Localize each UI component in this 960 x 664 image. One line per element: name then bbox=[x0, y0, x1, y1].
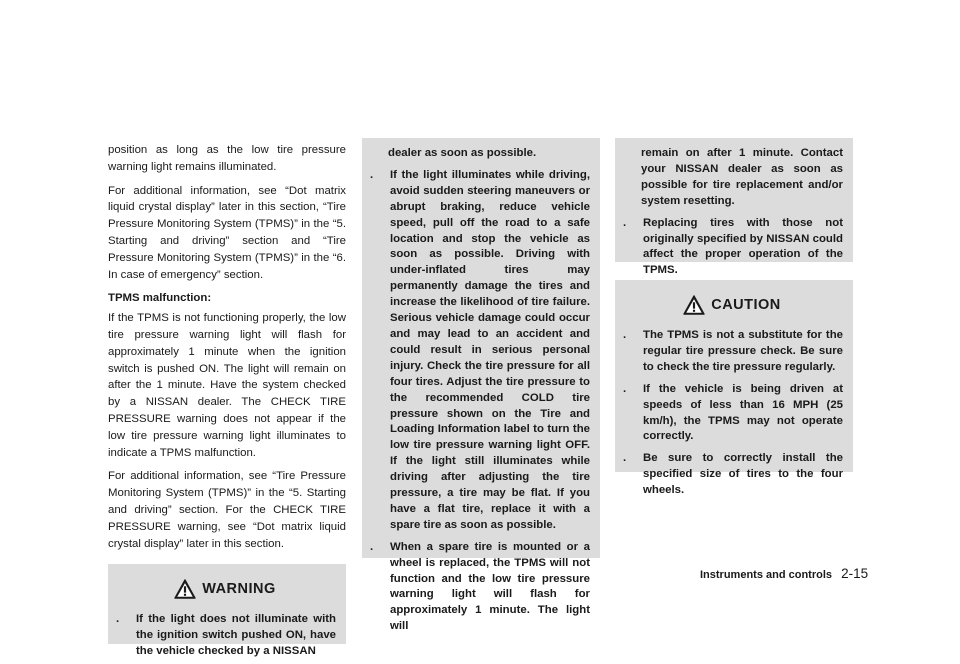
list-item bbox=[368, 168, 590, 534]
warning-title: WARNING bbox=[202, 581, 276, 598]
caution-bullet-1: The TPMS is not a substitute for the regular tire pressure check. Be sure to check the tire pressure regularly. bbox=[643, 329, 843, 373]
warning-bullet-4: Replacing tires with those not originally specified by NISSAN could affect the proper operation of the TPMS. bbox=[643, 216, 843, 277]
footer-section-title: Instruments and controls bbox=[700, 569, 833, 581]
warning-box bbox=[108, 564, 346, 658]
list-item bbox=[114, 612, 336, 660]
warning-box-continued-2 bbox=[615, 138, 853, 277]
column-2 bbox=[362, 138, 600, 633]
warning-bullet-2: If the light illuminates while driving, avoid sudden steering maneuvers or abrupt braking, reduce vehicle speed, pull off the road to a safe location and stop the vehicle as soon as possible. Driving with under-inflated tires may permanently damage the tires and increase the likelihood of tire failure. Serious vehicle damage could occur and may lead to an accident and could result in serious personal injury. Check the tire pressure for all four tires. Adjust the tire pressure to the recommended COLD tire pressure shown on the Tire and Loading Information label to turn the low tire pressure warning light OFF. If the light still illuminates while driving after adjusting the tire pressure, a tire may be flat. If you have a flat tire, replace it with a spare tire as soon as possible. bbox=[390, 168, 590, 531]
page-number: 2-15 bbox=[841, 566, 869, 581]
list-item bbox=[621, 382, 843, 446]
paragraph-intro: position as long as the low tire pressure warning light remains illuminated. bbox=[108, 144, 346, 173]
bullet-mark: . bbox=[623, 382, 627, 395]
warning-triangle-icon bbox=[174, 579, 196, 599]
warning-header bbox=[114, 574, 336, 604]
bullet-mark: . bbox=[370, 168, 374, 181]
warning-bullet-3: When a spare tire is mounted or a wheel is replaced, the TPMS will not function and the low tire pressure warning light will flash for approximately 1 minute. The light will bbox=[390, 540, 590, 633]
paragraph-additional-info: For additional information, see “Dot matrix liquid crystal display” later in this section, “Tire Pressure Monitoring System (TPMS)” in the “5. Starting and driving” section and “Tire Pressure Monitoring System (TPMS)” in the “6. In case of emergency” section. bbox=[108, 184, 346, 281]
bullet-mark: . bbox=[623, 216, 627, 229]
list-item bbox=[621, 451, 843, 499]
warning-bullet-1-continued: dealer as soon as possible. bbox=[388, 147, 537, 159]
bullet-mark: . bbox=[116, 613, 120, 626]
page-footer bbox=[700, 566, 869, 581]
paragraph-tpms-malfunction: If the TPMS is not functioning properly, the low tire pressure warning light will flash for approximately 1 minute when the ignition switch is pushed ON. The light will remain on after the 1 minute. Have the system checked by a NISSAN dealer. The CHECK TIRE PRESSURE warning does not appear if the low tire pressure warning light illuminates to indicate a TPMS malfunction. bbox=[108, 312, 346, 459]
warning-bullet-1: If the light does not illuminate with the ignition switch pushed ON, have the vehicle checked by a NISSAN bbox=[136, 613, 336, 658]
warning-bullet-3-continued: remain on after 1 minute. Contact your NISSAN dealer as soon as possible for tire replacement and/or system resetting. bbox=[641, 147, 843, 207]
warning-box-continued bbox=[362, 138, 600, 633]
paragraph-additional-info-2: For additional information, see “Tire Pressure Monitoring System (TPMS)” in the “5. Starting and driving” section. For the CHECK TIRE PRESSURE warning, see “Dot matrix liquid crystal display” later in this section. bbox=[108, 470, 346, 550]
column-3 bbox=[615, 138, 853, 497]
bullet-mark: . bbox=[623, 452, 627, 465]
list-item bbox=[621, 328, 843, 376]
subheading-tpms-malfunction: TPMS malfunction: bbox=[108, 292, 212, 305]
caution-header bbox=[621, 290, 843, 320]
caution-bullet-2: If the vehicle is being driven at speeds of less than 16 MPH (25 km/h), the TPMS may not operate correctly. bbox=[643, 382, 843, 443]
caution-title: CAUTION bbox=[711, 297, 781, 313]
bullet-mark: . bbox=[370, 540, 374, 553]
list-item bbox=[368, 540, 590, 635]
list-item bbox=[621, 216, 843, 280]
caution-bullet-3: Be sure to correctly install the specified size of tires to the four wheels. bbox=[643, 452, 843, 497]
bullet-mark: . bbox=[623, 329, 627, 341]
warning-triangle-icon bbox=[683, 295, 705, 315]
column-1 bbox=[108, 142, 346, 658]
caution-box bbox=[615, 280, 853, 497]
